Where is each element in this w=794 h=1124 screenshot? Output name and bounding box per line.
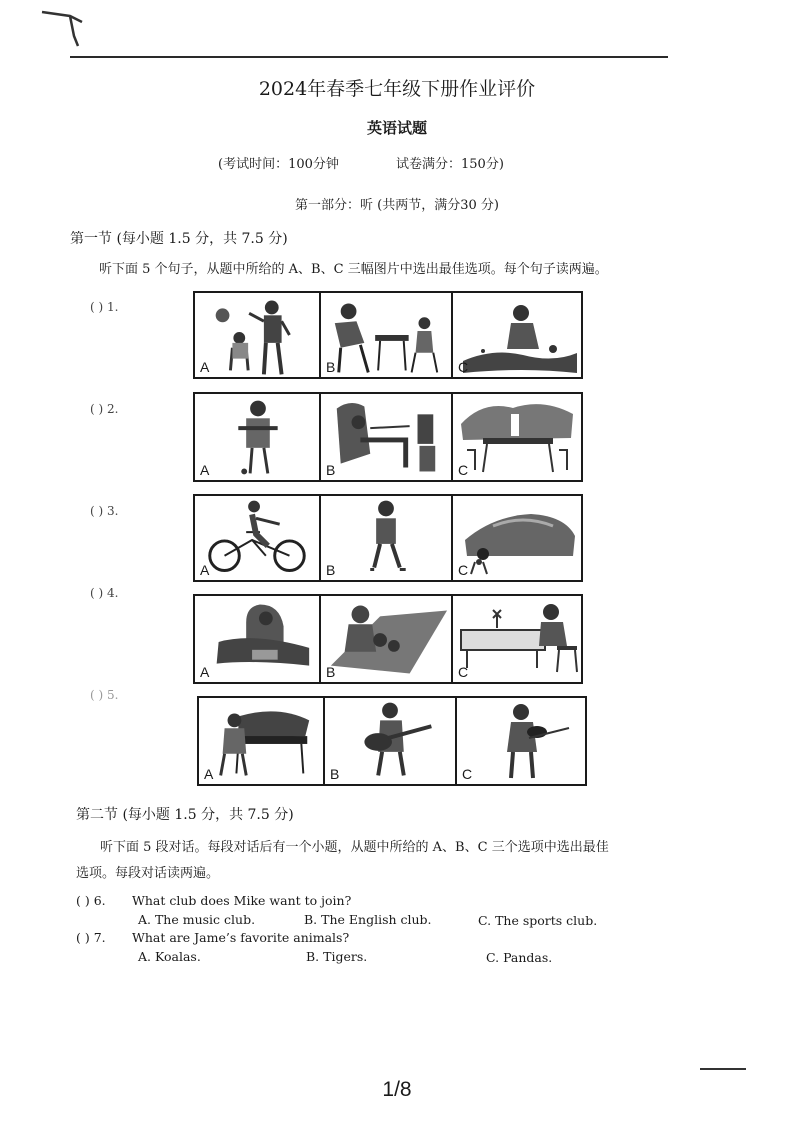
header-rule xyxy=(70,56,668,58)
picture-panel-q2 xyxy=(193,392,583,482)
question-number: ( ) 2. xyxy=(90,402,119,416)
picture-option-c[interactable] xyxy=(453,394,581,480)
picture-option-a[interactable] xyxy=(199,698,325,784)
exam-title: 2024年春季七年级下册作业评价 xyxy=(258,78,536,100)
picture-option-a[interactable] xyxy=(195,293,321,377)
picture-panel-q3 xyxy=(193,494,583,582)
picture-option-b[interactable] xyxy=(325,698,457,784)
question-number: ( ) 5. xyxy=(90,688,119,702)
option-label: A xyxy=(200,562,210,578)
section-two-heading: 第二节 (每小题 1.5 分，共 7.5 分) xyxy=(76,807,294,823)
basketball-player-image xyxy=(195,293,319,377)
picture-option-c[interactable] xyxy=(453,293,581,377)
reading-girl-image xyxy=(195,596,319,682)
section-one-heading: 第一节 (每小题 1.5 分，共 7.5 分) xyxy=(70,231,288,247)
page-number: 1/8 xyxy=(382,1078,412,1101)
section-one-instruction: 听下面 5 个句子，从题中所给的 A、B、C 三幅图片中选出最佳选项。每个句子读两遍。 xyxy=(99,262,608,277)
option-label: B xyxy=(326,462,336,478)
picture-option-a[interactable] xyxy=(195,496,321,580)
exam-subject: 英语试题 xyxy=(366,119,427,137)
answer-option-a[interactable]: A. The music club. xyxy=(138,912,256,927)
option-label: B xyxy=(326,359,336,375)
watching-tv-image xyxy=(321,394,451,480)
picture-panel-q4 xyxy=(193,594,583,684)
answer-option-c[interactable]: C. Pandas. xyxy=(486,950,553,965)
question-number: ( ) 7. xyxy=(76,930,106,945)
option-label: A xyxy=(200,359,210,375)
option-label: A xyxy=(200,664,210,680)
picture-option-c[interactable] xyxy=(453,496,581,580)
classroom-image xyxy=(453,394,581,480)
option-label: A xyxy=(200,462,210,478)
picture-option-a[interactable] xyxy=(195,596,321,682)
drawing-picture-image xyxy=(453,293,581,377)
option-label: C xyxy=(458,359,469,375)
question-text: What are Jame’s favorite animals? xyxy=(132,930,350,945)
exam-time: (考试时间：100分钟 xyxy=(218,157,339,172)
picture-option-b[interactable] xyxy=(321,496,453,580)
picture-option-b[interactable] xyxy=(321,394,453,480)
picture-panel-q1 xyxy=(193,291,583,379)
section-two-instruction: 听下面 5 段对话。每段对话后有一个小题，从题中所给的 A、B、C 三个选项中选出最佳 xyxy=(100,840,609,855)
picture-panel-q5 xyxy=(197,696,587,786)
standing-girl-image xyxy=(195,394,319,480)
picture-option-c[interactable] xyxy=(453,596,581,682)
scan-mark xyxy=(700,1068,746,1070)
chess-players-image xyxy=(321,293,451,377)
car-image xyxy=(453,496,581,580)
part-one-heading: 第一部分：听 (共两节，满分30 分) xyxy=(295,198,499,213)
question-number: ( ) 4. xyxy=(90,586,119,600)
bicycle-rider-image xyxy=(195,496,319,580)
answer-option-a[interactable]: A. Koalas. xyxy=(138,949,201,964)
answer-option-b[interactable]: B. The English club. xyxy=(304,912,432,927)
question-number: ( ) 1. xyxy=(90,300,119,314)
question-number: ( ) 6. xyxy=(76,893,106,908)
option-label: B xyxy=(326,664,336,680)
option-label: C xyxy=(458,562,469,578)
picnic-image xyxy=(321,596,451,682)
option-label: C xyxy=(458,462,469,478)
option-label: C xyxy=(458,664,469,680)
option-label: C xyxy=(462,766,473,782)
piano-player-image xyxy=(199,698,323,784)
option-label: A xyxy=(204,766,214,782)
question-text: What club does Mike want to join? xyxy=(132,893,352,908)
corner-mark xyxy=(40,6,90,51)
dining-table-image xyxy=(453,596,581,682)
picture-option-a[interactable] xyxy=(195,394,321,480)
guitar-player-image xyxy=(325,698,455,784)
answer-option-c[interactable]: C. The sports club. xyxy=(478,913,598,928)
answer-option-b[interactable]: B. Tigers. xyxy=(306,949,368,964)
full-score: 试卷满分：150分) xyxy=(396,157,504,172)
option-label: B xyxy=(326,562,336,578)
violin-player-image xyxy=(457,698,585,784)
picture-option-c[interactable] xyxy=(457,698,585,784)
section-two-instruction-cont: 选项。每段对话读两遍。 xyxy=(76,866,220,881)
option-label: B xyxy=(330,766,340,782)
picture-option-b[interactable] xyxy=(321,293,453,377)
question-number: ( ) 3. xyxy=(90,504,119,518)
walking-boy-image xyxy=(321,496,451,580)
picture-option-b[interactable] xyxy=(321,596,453,682)
